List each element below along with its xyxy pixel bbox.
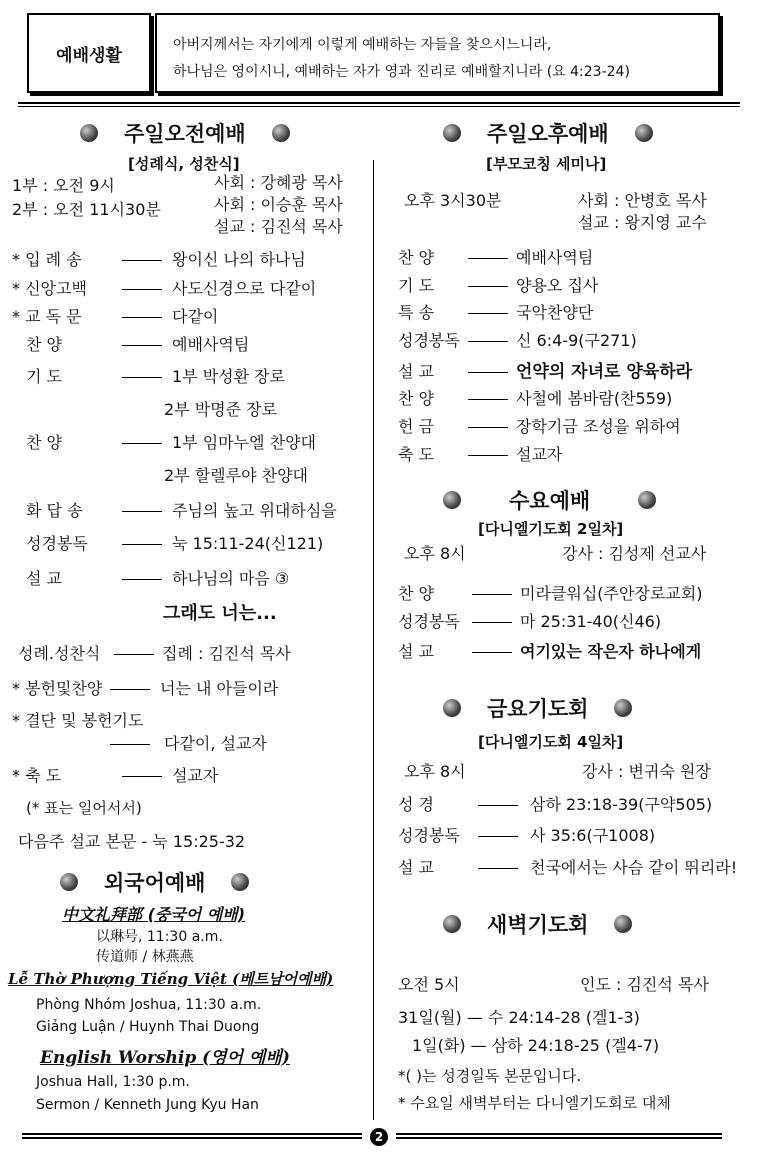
order-item: 2부 할렐루야 찬양대 [164,466,308,485]
afternoon-title: 주일오후예배 [443,118,653,148]
header-rule-thin [18,106,740,107]
order-item: 2부 박명준 장로 [164,400,278,419]
wednesday-speaker: 강사 : 김성제 선교사 [562,544,707,563]
order-item: 설 교 하나님의 마음 ③ [26,569,290,588]
order-item: * 결단 및 봉헌기도 [12,711,144,730]
order-item: * 축 도 설교자 [12,766,219,785]
dawn-leader: 인도 : 김진석 목사 [580,975,709,994]
dawn-day-1: 31일(월) — 수 24:14-28 (겔1-3) [398,1008,640,1027]
bullet-icon [635,124,653,142]
header-label: 예배생활 [27,13,151,93]
bullet-icon [614,699,632,717]
vietnamese-line-2: Giảng Luận / Huynh Thai Duong [36,1019,260,1035]
order-item: 성경봉독 마 25:31-40(신46) [398,612,662,631]
order-item: 찬 양 1부 임마누엘 찬양대 [26,433,316,452]
footer-rule-right [396,1133,722,1139]
order-item: 다같이, 설교자 [110,731,267,754]
bullet-icon [443,124,461,142]
order-item: 설 교 천국에서는 사슴 같이 뛰리라! [398,858,738,877]
footer-rule-left [22,1133,362,1139]
page-number: 2 [370,1128,388,1146]
verse-line-2: 하나님은 영이시니, 예배하는 자가 영과 진리로 예배할지니라 (요 4:23-24) [173,64,630,80]
bullet-icon [443,915,461,933]
dawn-title: 새벽기도회 [443,909,632,939]
header-verse [155,13,720,93]
order-item: 찬 양 예배사역팀 [26,335,250,354]
dawn-day-2: 1일(화) — 삼하 24:18-25 (겔4-7) [412,1036,660,1055]
morning-leader-2: 사회 : 이승훈 목사 [214,195,343,214]
header-rule [18,102,740,104]
bullet-icon [443,699,461,717]
english-line-1: Joshua Hall, 1:30 p.m. [36,1074,190,1090]
bullet-icon [272,124,290,142]
order-item: 성경봉독 눅 15:11-24(신121) [26,534,324,553]
chinese-title: 中文礼拜部 (중국어 예배) [62,905,246,924]
order-item: * 신앙고백 사도신경으로 다같이 [12,279,317,298]
dawn-note-2: * 수요일 새벽부터는 다니엘기도회로 대체 [398,1094,671,1112]
foreign-title: 외국어예배 [60,867,249,897]
order-item: 성례.성찬식 집례 : 김진석 목사 [18,644,291,663]
wednesday-title: 수요예배 [443,485,656,515]
order-item: 특 송 국악찬양단 [398,303,594,322]
morning-service-2: 2부 : 오전 11시30분 [12,200,161,219]
dawn-note-1: *( )는 성경일독 본문입니다. [398,1067,582,1085]
order-item: 성경봉독 신 6:4-9(구271) [398,331,637,350]
morning-preacher: 설교 : 김진석 목사 [214,217,343,236]
order-item: * 교 독 문 다같이 [12,307,219,326]
chinese-line-2: 传道师 / 林燕燕 [96,949,194,965]
order-item: 설 교 여기있는 작은자 하나에게 [398,642,702,661]
friday-subtitle: [다니엘기도회 4일차] [478,733,624,751]
order-item: 성 경 삼하 23:18-39(구약505) [398,795,713,814]
morning-subtitle: [성례식, 성찬식] [128,155,240,173]
afternoon-preacher: 설교 : 왕지영 교수 [578,213,707,232]
wednesday-time: 오후 8시 [404,544,466,563]
column-divider [373,160,374,1120]
morning-leader-1: 사회 : 강혜광 목사 [214,173,343,192]
bullet-icon [60,873,78,891]
chinese-line-1: 以琳号, 11:30 a.m. [96,929,223,945]
afternoon-leader: 사회 : 안병호 목사 [578,191,707,210]
afternoon-subtitle: [부모코칭 세미나] [486,155,607,173]
vietnamese-line-1: Phòng Nhóm Joshua, 11:30 a.m. [36,997,262,1013]
order-item: * 입 례 송 왕이신 나의 하나님 [12,250,306,269]
wednesday-subtitle: [다니엘기도회 2일차] [478,520,624,538]
order-item: 성경봉독 사 35:6(구1008) [398,826,656,845]
order-item: 축 도 설교자 [398,445,563,464]
bullet-icon [614,915,632,933]
order-item: 헌 금 장학기금 조성을 위하여 [398,417,681,436]
order-item: 찬 양 미라클워십(주안장로교회) [398,584,703,603]
next-sermon: 다음주 설교 본문 - 눅 15:25-32 [18,832,246,851]
friday-title: 금요기도회 [443,693,632,723]
order-item: 기 도 1부 박성환 장로 [26,367,286,386]
friday-speaker: 강사 : 변귀숙 원장 [582,762,711,781]
order-item: 기 도 양용오 집사 [398,276,599,295]
friday-time: 오후 8시 [404,762,466,781]
order-item: 설 교 언약의 자녀로 양육하라 [398,362,693,382]
standing-note: (* 표는 일어서서) [26,799,142,817]
dawn-time: 오전 5시 [398,975,460,994]
verse-line-1: 아버지께서는 자기에게 이렇게 예배하는 자들을 찾으시느니라, [173,37,552,53]
bullet-icon [80,124,98,142]
english-title: English Worship (영어 예배) [40,1048,290,1068]
morning-service-1: 1부 : 오전 9시 [12,176,115,195]
bullet-icon [443,491,461,509]
english-line-2: Sermon / Kenneth Jung Kyu Han [36,1097,259,1113]
order-item: 화 답 송 주님의 높고 위대하심을 [26,501,337,520]
order-item: 찬 양 예배사역팀 [398,248,594,267]
bullet-icon [638,491,656,509]
afternoon-time: 오후 3시30분 [404,191,502,210]
vietnamese-title: Lễ Thờ Phượng Tiếng Việt (베트남어예배) [8,970,334,988]
order-item: 찬 양 사철에 봄바람(찬559) [398,389,673,408]
sermon-title: 그래도 너는... [163,603,277,624]
morning-title: 주일오전예배 [80,118,290,148]
bullet-icon [231,873,249,891]
order-item: * 봉헌및찬양 너는 내 아들이라 [12,679,279,698]
